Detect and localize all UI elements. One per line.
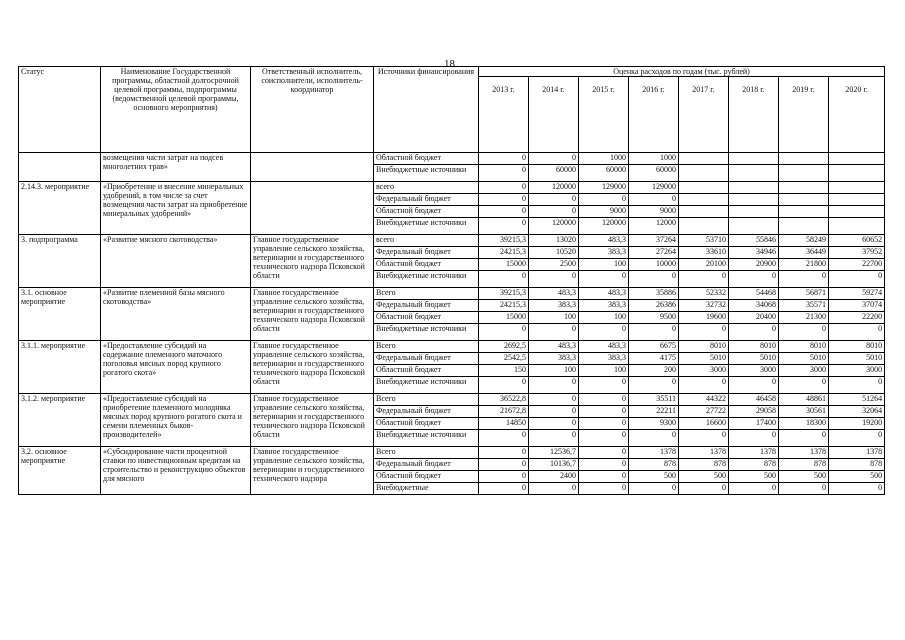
value-cell: 0 [479, 218, 529, 235]
value-cell: 24215,3 [479, 247, 529, 259]
value-cell: 1378 [779, 447, 829, 459]
status-cell: 3.1.1. мероприятие [19, 341, 101, 394]
value-cell: 29058 [729, 406, 779, 418]
status-cell [19, 153, 101, 182]
value-cell: 0 [579, 430, 629, 447]
value-cell: 21300 [779, 312, 829, 324]
table-row [19, 153, 885, 165]
value-cell: 500 [729, 471, 779, 483]
value-cell: 0 [729, 377, 779, 394]
value-cell: 2692,5 [479, 341, 529, 353]
value-cell: 0 [629, 430, 679, 447]
value-cell: 22211 [629, 406, 679, 418]
value-cell: 16600 [679, 418, 729, 430]
value-cell: 1378 [679, 447, 729, 459]
value-cell: 0 [679, 430, 729, 447]
status-cell: 3.1. основное мероприятие [19, 288, 101, 341]
value-cell [679, 194, 729, 206]
executor-cell [251, 153, 374, 182]
value-cell: 51264 [829, 394, 885, 406]
value-cell: 0 [529, 206, 579, 218]
value-cell: 0 [479, 194, 529, 206]
value-cell: 0 [629, 194, 679, 206]
value-cell: 0 [679, 377, 729, 394]
value-cell: 27264 [629, 247, 679, 259]
source-cell: Федеральный бюджет [374, 353, 479, 365]
header-year: 2017 г. [679, 77, 729, 153]
value-cell: 60652 [829, 235, 885, 247]
value-cell: 878 [829, 459, 885, 471]
value-cell: 0 [779, 324, 829, 341]
source-cell: Областной бюджет [374, 206, 479, 218]
value-cell: 46458 [729, 394, 779, 406]
value-cell: 0 [479, 153, 529, 165]
value-cell: 35511 [629, 394, 679, 406]
page-number: 18 [444, 58, 455, 70]
header-sources: Источники финансирования [374, 67, 479, 153]
table-row [19, 182, 885, 194]
value-cell: 0 [579, 459, 629, 471]
value-cell: 36449 [779, 247, 829, 259]
value-cell: 0 [579, 471, 629, 483]
value-cell: 0 [729, 324, 779, 341]
value-cell: 0 [479, 377, 529, 394]
source-cell: всего [374, 235, 479, 247]
table-row [19, 447, 885, 459]
executor-cell: Главное государственное управление сельского хозяйства, ветеринарии и государственного технического надзора Псковской области [251, 235, 374, 288]
value-cell: 0 [529, 324, 579, 341]
value-cell: 100 [529, 365, 579, 377]
value-cell: 100 [579, 365, 629, 377]
value-cell [679, 182, 729, 194]
value-cell: 0 [479, 324, 529, 341]
table-row [19, 288, 885, 300]
source-cell: Внебюджетные источники [374, 165, 479, 182]
value-cell: 2542,5 [479, 353, 529, 365]
value-cell: 100 [579, 312, 629, 324]
value-cell: 383,3 [529, 353, 579, 365]
value-cell: 0 [829, 377, 885, 394]
value-cell [779, 194, 829, 206]
value-cell [729, 165, 779, 182]
value-cell: 0 [579, 394, 629, 406]
header-estimate: Оценка расходов по годам (тыс. рублей) [479, 67, 885, 77]
value-cell [729, 182, 779, 194]
status-cell: 3. подпрограмма [19, 235, 101, 288]
value-cell: 383,3 [529, 300, 579, 312]
value-cell: 0 [579, 194, 629, 206]
value-cell: 383,3 [579, 300, 629, 312]
value-cell: 483,3 [529, 341, 579, 353]
value-cell [829, 153, 885, 165]
program-name-cell: «Развитие племенной базы мясного скотоводства» [101, 288, 251, 341]
executor-cell: Главное государственное управление сельского хозяйства, ветеринарии и государственного технического надзора Псковской области [251, 288, 374, 341]
expenditure-table [18, 66, 885, 495]
value-cell [779, 218, 829, 235]
value-cell: 0 [779, 483, 829, 495]
value-cell: 8010 [679, 341, 729, 353]
value-cell: 500 [629, 471, 679, 483]
value-cell [679, 218, 729, 235]
value-cell: 3000 [829, 365, 885, 377]
table-row [19, 235, 885, 247]
value-cell: 12536,7 [529, 447, 579, 459]
value-cell: 5010 [829, 353, 885, 365]
value-cell: 0 [629, 483, 679, 495]
value-cell: 120000 [579, 218, 629, 235]
value-cell: 878 [779, 459, 829, 471]
value-cell: 35886 [629, 288, 679, 300]
value-cell [779, 206, 829, 218]
header-year: 2018 г. [729, 77, 779, 153]
value-cell: 0 [579, 418, 629, 430]
value-cell: 39215,3 [479, 235, 529, 247]
value-cell: 13020 [529, 235, 579, 247]
value-cell: 0 [479, 271, 529, 288]
source-cell: Областной бюджет [374, 365, 479, 377]
value-cell [829, 182, 885, 194]
value-cell: 0 [629, 271, 679, 288]
source-cell: Областной бюджет [374, 312, 479, 324]
table-row [19, 341, 885, 353]
value-cell: 9000 [629, 206, 679, 218]
value-cell: 3000 [679, 365, 729, 377]
source-cell: Всего [374, 288, 479, 300]
value-cell: 0 [479, 165, 529, 182]
value-cell: 10136,7 [529, 459, 579, 471]
value-cell: 56871 [779, 288, 829, 300]
value-cell: 500 [679, 471, 729, 483]
value-cell: 14850 [479, 418, 529, 430]
source-cell: Внебюджетные источники [374, 218, 479, 235]
value-cell: 19200 [829, 418, 885, 430]
source-cell: Федеральный бюджет [374, 406, 479, 418]
value-cell: 36522,8 [479, 394, 529, 406]
value-cell: 0 [829, 271, 885, 288]
value-cell: 20400 [729, 312, 779, 324]
value-cell: 2500 [529, 259, 579, 271]
value-cell [729, 218, 779, 235]
value-cell: 0 [579, 406, 629, 418]
value-cell: 0 [529, 153, 579, 165]
value-cell [779, 153, 829, 165]
value-cell: 0 [479, 182, 529, 194]
value-cell: 0 [579, 483, 629, 495]
source-cell: Федеральный бюджет [374, 194, 479, 206]
value-cell: 44322 [679, 394, 729, 406]
value-cell: 0 [529, 271, 579, 288]
value-cell: 1000 [579, 153, 629, 165]
value-cell: 0 [479, 430, 529, 447]
value-cell: 54468 [729, 288, 779, 300]
value-cell: 60000 [529, 165, 579, 182]
value-cell: 55846 [729, 235, 779, 247]
value-cell: 60000 [629, 165, 679, 182]
value-cell: 33610 [679, 247, 729, 259]
value-cell: 5010 [779, 353, 829, 365]
value-cell: 4175 [629, 353, 679, 365]
value-cell: 22700 [829, 259, 885, 271]
header-name: Наименование Государственной программы, областной долгосрочной целевой программы, подпрограммы (ведомственной целевой программы, основного мероприятия) [101, 67, 251, 153]
value-cell: 20100 [679, 259, 729, 271]
value-cell: 0 [729, 430, 779, 447]
value-cell: 26386 [629, 300, 679, 312]
value-cell: 37264 [629, 235, 679, 247]
value-cell: 1378 [629, 447, 679, 459]
value-cell [829, 194, 885, 206]
value-cell: 129000 [629, 182, 679, 194]
value-cell: 10520 [529, 247, 579, 259]
value-cell: 0 [679, 483, 729, 495]
value-cell [679, 153, 729, 165]
value-cell: 0 [529, 483, 579, 495]
value-cell: 37074 [829, 300, 885, 312]
source-cell: Областной бюджет [374, 153, 479, 165]
value-cell: 500 [829, 471, 885, 483]
value-cell: 10000 [629, 259, 679, 271]
header-year: 2014 г. [529, 77, 579, 153]
source-cell: Внебюджетные источники [374, 430, 479, 447]
value-cell: 8010 [829, 341, 885, 353]
value-cell: 0 [529, 406, 579, 418]
value-cell: 0 [829, 430, 885, 447]
source-cell: Всего [374, 394, 479, 406]
executor-cell: Главное государственное управление сельского хозяйства, ветеринарии и государственного технического надзора Псковской области [251, 341, 374, 394]
value-cell: 0 [579, 324, 629, 341]
value-cell: 0 [579, 271, 629, 288]
value-cell [729, 194, 779, 206]
value-cell: 129000 [579, 182, 629, 194]
value-cell [779, 165, 829, 182]
source-cell: Областной бюджет [374, 418, 479, 430]
value-cell: 22200 [829, 312, 885, 324]
value-cell [729, 206, 779, 218]
status-cell: 2.14.3. мероприятие [19, 182, 101, 235]
value-cell: 32064 [829, 406, 885, 418]
value-cell: 0 [829, 324, 885, 341]
value-cell: 0 [629, 324, 679, 341]
value-cell [729, 153, 779, 165]
value-cell: 0 [779, 377, 829, 394]
value-cell: 15000 [479, 259, 529, 271]
header-year: 2013 г. [479, 77, 529, 153]
header-year: 2019 г. [779, 77, 829, 153]
value-cell [679, 206, 729, 218]
value-cell: 0 [479, 206, 529, 218]
value-cell: 8010 [729, 341, 779, 353]
value-cell: 483,3 [579, 341, 629, 353]
value-cell [679, 165, 729, 182]
source-cell: Внебюджетные [374, 483, 479, 495]
value-cell: 878 [679, 459, 729, 471]
value-cell: 0 [479, 471, 529, 483]
value-cell: 12000 [629, 218, 679, 235]
value-cell: 0 [579, 377, 629, 394]
source-cell: всего [374, 182, 479, 194]
value-cell: 0 [829, 483, 885, 495]
header-year: 2020 г. [829, 77, 885, 153]
value-cell: 35571 [779, 300, 829, 312]
value-cell: 0 [679, 271, 729, 288]
value-cell: 1378 [829, 447, 885, 459]
value-cell: 878 [629, 459, 679, 471]
value-cell: 39215,3 [479, 288, 529, 300]
value-cell: 0 [479, 483, 529, 495]
source-cell: Областной бюджет [374, 259, 479, 271]
value-cell: 0 [479, 459, 529, 471]
header-year: 2015 г. [579, 77, 629, 153]
value-cell: 150 [479, 365, 529, 377]
value-cell: 60000 [579, 165, 629, 182]
value-cell: 483,3 [579, 235, 629, 247]
value-cell: 21672,8 [479, 406, 529, 418]
value-cell: 52332 [679, 288, 729, 300]
value-cell: 0 [779, 430, 829, 447]
value-cell: 0 [529, 377, 579, 394]
value-cell: 3000 [779, 365, 829, 377]
value-cell: 5010 [679, 353, 729, 365]
source-cell: Федеральный бюджет [374, 247, 479, 259]
value-cell: 32732 [679, 300, 729, 312]
value-cell: 6675 [629, 341, 679, 353]
value-cell: 120000 [529, 182, 579, 194]
value-cell: 3000 [729, 365, 779, 377]
value-cell: 53710 [679, 235, 729, 247]
value-cell: 19600 [679, 312, 729, 324]
source-cell: Внебюджетные источники [374, 377, 479, 394]
header-executor: Ответственный исполнитель, соисполнители, исполнитель-координатор [251, 67, 374, 153]
value-cell: 2400 [529, 471, 579, 483]
value-cell: 1378 [729, 447, 779, 459]
value-cell: 200 [629, 365, 679, 377]
value-cell: 9300 [629, 418, 679, 430]
value-cell: 24215,3 [479, 300, 529, 312]
value-cell: 59274 [829, 288, 885, 300]
source-cell: Всего [374, 341, 479, 353]
value-cell: 383,3 [579, 353, 629, 365]
value-cell [829, 165, 885, 182]
value-cell: 120000 [529, 218, 579, 235]
source-cell: Всего [374, 447, 479, 459]
value-cell: 0 [529, 194, 579, 206]
header-status: Статус [19, 67, 101, 153]
value-cell: 0 [729, 271, 779, 288]
source-cell: Федеральный бюджет [374, 300, 479, 312]
executor-cell [251, 182, 374, 235]
source-cell: Областной бюджет [374, 471, 479, 483]
executor-cell: Главное государственное управление сельского хозяйства, ветеринарии и государственного технического надзора [251, 447, 374, 495]
value-cell: 18300 [779, 418, 829, 430]
value-cell: 0 [529, 394, 579, 406]
value-cell: 483,3 [529, 288, 579, 300]
source-cell: Внебюджетные источники [374, 271, 479, 288]
value-cell: 5010 [729, 353, 779, 365]
value-cell: 0 [679, 324, 729, 341]
value-cell: 37952 [829, 247, 885, 259]
value-cell: 0 [729, 483, 779, 495]
value-cell: 0 [479, 447, 529, 459]
table-row [19, 394, 885, 406]
value-cell: 500 [779, 471, 829, 483]
program-name-cell: «Предоставление субсидий на содержание племенного маточного поголовья мясных пород крупного рогатого скота» [101, 341, 251, 394]
status-cell: 3.2. основное мероприятие [19, 447, 101, 495]
status-cell: 3.1.2. мероприятие [19, 394, 101, 447]
value-cell: 9500 [629, 312, 679, 324]
value-cell: 48861 [779, 394, 829, 406]
executor-cell: Главное государственное управление сельского хозяйства, ветеринарии и государственного технического надзора Псковской области [251, 394, 374, 447]
value-cell: 483,3 [579, 288, 629, 300]
value-cell: 383,3 [579, 247, 629, 259]
source-cell: Внебюджетные источники [374, 324, 479, 341]
value-cell [829, 218, 885, 235]
program-name-cell: возмещения части затрат на подсев многолетних трав» [101, 153, 251, 182]
program-name-cell: «Субсидирование части процентной ставки по инвестиционным кредитам на строительство и реконструкцию объектов для мясного [101, 447, 251, 495]
value-cell: 20900 [729, 259, 779, 271]
value-cell: 0 [579, 447, 629, 459]
value-cell [779, 182, 829, 194]
value-cell: 100 [529, 312, 579, 324]
value-cell: 100 [579, 259, 629, 271]
value-cell: 0 [779, 271, 829, 288]
program-name-cell: «Развитие мясного скотоводства» [101, 235, 251, 288]
value-cell: 1000 [629, 153, 679, 165]
value-cell: 0 [529, 418, 579, 430]
value-cell: 34946 [729, 247, 779, 259]
source-cell: Федеральный бюджет [374, 459, 479, 471]
value-cell: 8010 [779, 341, 829, 353]
value-cell [829, 206, 885, 218]
value-cell: 17400 [729, 418, 779, 430]
header-year: 2016 г. [629, 77, 679, 153]
value-cell: 0 [629, 377, 679, 394]
program-name-cell: «Предоставление субсидий на приобретение племенного молодняка мясных пород крупного рогатого скота и семени племенных быков-производителей» [101, 394, 251, 447]
value-cell: 9000 [579, 206, 629, 218]
value-cell: 21800 [779, 259, 829, 271]
value-cell: 58249 [779, 235, 829, 247]
value-cell: 0 [529, 430, 579, 447]
value-cell: 15000 [479, 312, 529, 324]
value-cell: 34068 [729, 300, 779, 312]
value-cell: 878 [729, 459, 779, 471]
value-cell: 27722 [679, 406, 729, 418]
value-cell: 30561 [779, 406, 829, 418]
program-name-cell: «Приобретение и внесение минеральных удобрений, в том числе за счет возмещения части затрат на приобретение минеральных удобрений» [101, 182, 251, 235]
